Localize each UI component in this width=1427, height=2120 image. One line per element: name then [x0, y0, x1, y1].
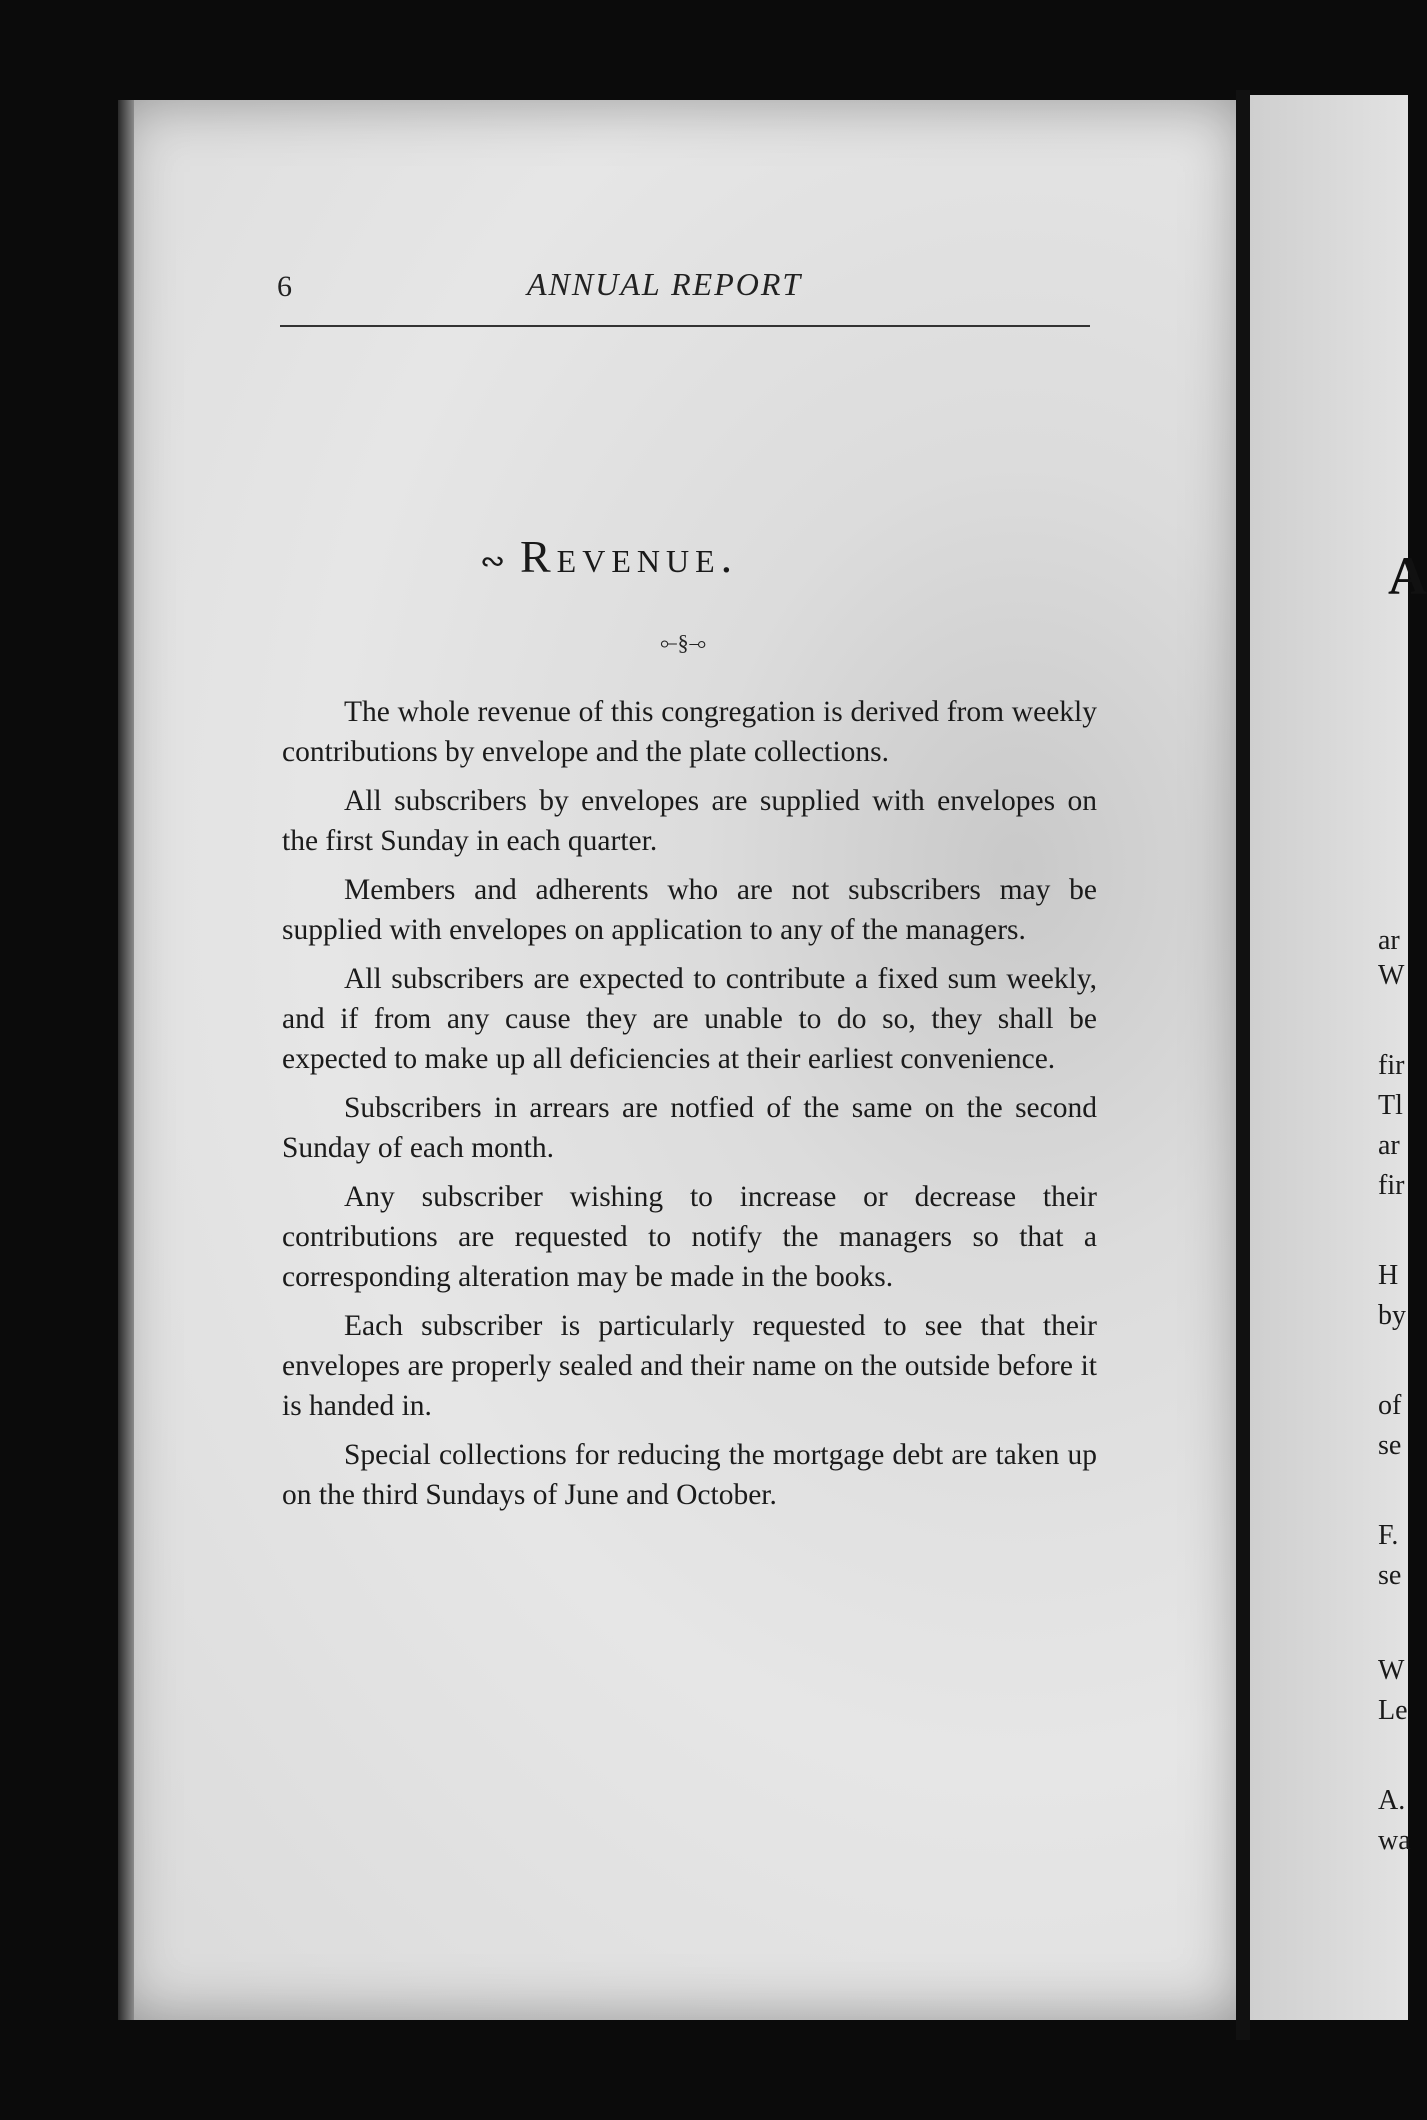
adjacent-page-fragment: fir — [1378, 1050, 1405, 1081]
adjacent-page-fragment: H — [1378, 1260, 1399, 1291]
adjacent-page-fragment: W — [1378, 1655, 1405, 1686]
adjacent-page-fragment: se — [1378, 1430, 1402, 1461]
section-title — [470, 530, 930, 620]
adjacent-page-fragment: Tl — [1378, 1090, 1403, 1121]
title-swash-ornament: ∾ — [480, 545, 506, 578]
adjacent-page-fragment: wa — [1378, 1825, 1411, 1856]
body-text — [282, 692, 1097, 1524]
section-title-text: Revenue. — [520, 531, 739, 582]
running-head: ANNUAL REPORT — [527, 266, 803, 302]
adjacent-page-fragment: W — [1378, 960, 1405, 991]
paragraph: All subscribers by envelopes are supplied with envelopes on the first Sunday in each quarter. — [282, 785, 1097, 857]
adjacent-page-fragment: ar — [1378, 925, 1400, 956]
adjacent-page-fragment: by — [1378, 1300, 1406, 1331]
paragraph: The whole revenue of this congregation is derived from weekly contributions by envelope and the plate collections. — [282, 696, 1097, 768]
adjacent-page-fragment: ar — [1378, 1130, 1400, 1161]
adjacent-page-fragment: of — [1378, 1390, 1402, 1421]
page-binding-edge — [118, 100, 134, 2020]
header-rule — [280, 325, 1090, 327]
paragraph: Special collections for reducing the mortgage debt are taken up on the third Sundays of June and October. — [282, 1439, 1097, 1511]
paragraph: All subscribers are expected to contribute a fixed sum weekly, and if from any cause they are unable to do so, they shall be expected to make up all deficiencies at their earliest convenience. — [282, 963, 1097, 1075]
paragraph: Each subscriber is particularly requested to see that their envelopes are properly sealed and their name on the outside before it is handed in. — [282, 1310, 1097, 1422]
adjacent-page-fragment: se — [1378, 1560, 1402, 1591]
adjacent-page-big-letter: A — [1388, 546, 1427, 606]
paragraph: Members and adherents who are not subscribers may be supplied with envelopes on application to any of the managers. — [282, 874, 1097, 946]
adjacent-page-fragment: Le — [1378, 1695, 1408, 1726]
adjacent-page-fragment: fir — [1378, 1170, 1405, 1201]
adjacent-page-fragment: A. — [1378, 1785, 1406, 1816]
page-number: 6 — [277, 270, 292, 303]
page-gutter — [1236, 90, 1250, 2040]
section-ornament: ⟜§⊸ — [660, 630, 707, 655]
adjacent-page-fragment: F. — [1378, 1520, 1399, 1551]
page-header — [277, 262, 1087, 302]
paragraph: Any subscriber wishing to increase or decrease their contributions are requested to notify the managers so that a corresponding alteration may be made in the books. — [282, 1181, 1097, 1293]
paragraph: Subscribers in arrears are notfied of the same on the second Sunday of each month. — [282, 1092, 1097, 1164]
adjacent-page — [1250, 95, 1427, 2020]
